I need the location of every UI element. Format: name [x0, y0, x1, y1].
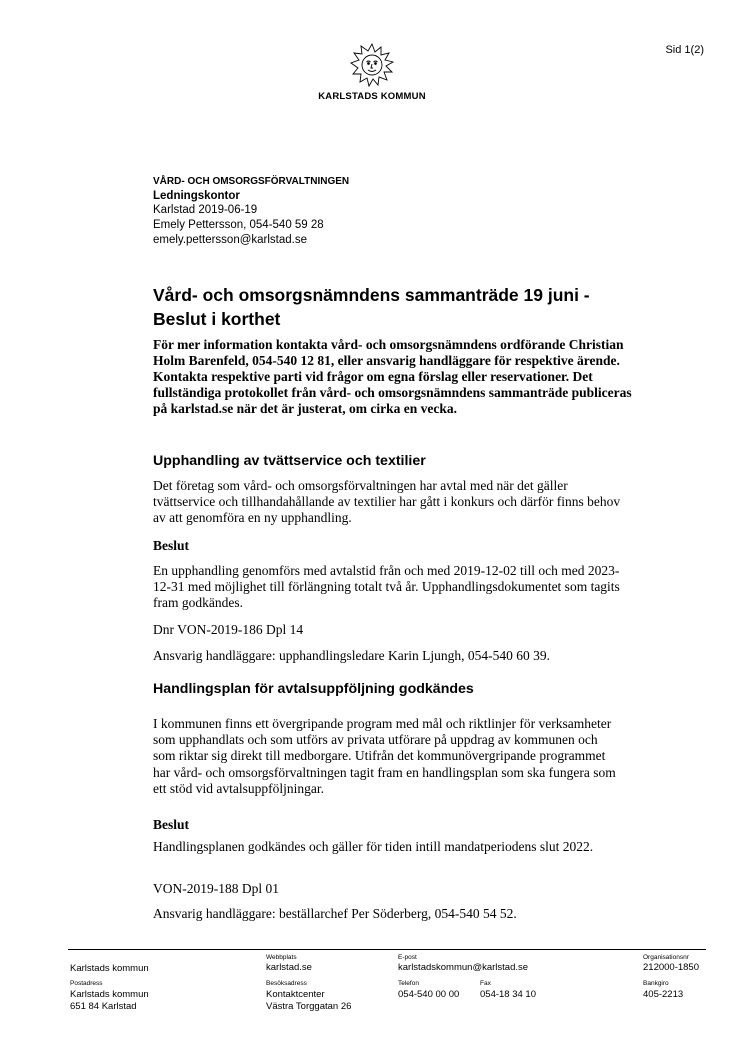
- footer-giro-label: Bankgiro: [643, 980, 669, 987]
- footer-web-label: Webbplats: [266, 954, 297, 961]
- section-1-responsible: Ansvarig handläggare: upphandlingsledare Karin Ljungh, 054-540 60 39.: [153, 648, 551, 663]
- section-1-decision: En upphandling genomförs med avtalstid från och med 2019-12-02 till och med 2023-12-31 med möjlighet till förlängning totalt två år. Upphandlingsdokumentet som tagits fram godkändes.: [153, 563, 620, 611]
- footer-phone-label: Telefon: [398, 980, 419, 987]
- footer-phone: 054-540 00 00: [398, 989, 460, 1000]
- section-2-responsible: Ansvarig handläggare: beställarchef Per Söderberg, 054-540 54 52.: [153, 906, 517, 921]
- document-title: Vård- och omsorgsnämndens sammanträde 19 juni - Beslut i korthet: [153, 285, 590, 329]
- section-2-heading: Handlingsplan för avtalsuppföljning godkändes: [153, 681, 474, 697]
- section-2-decision-label: Beslut: [153, 817, 190, 832]
- footer-postal-line-1: Karlstads kommun: [70, 989, 149, 1000]
- section-2-body: I kommunen finns ett övergripande program med mål och riktlinjer för verksamheter som upphandlats och som utförs av privata utförare på uppdrag av kommunen och som riktar sig direkt till medborgare. Utifrån det kommunövergripande programmet har vård- och omsorgsförvaltningen tagit fram en handlingsplan som ska fungera som ett stöd vid avtalsuppföljningar.: [153, 716, 616, 796]
- footer-postal-label: Postadress: [70, 980, 103, 987]
- intro-paragraph: För mer information kontakta vård- och omsorgsnämndens ordförande Christian Holm Barenfeld, 054-540 12 81, eller ansvarig handläggare för respektive ärende. Kontakta respektive parti vid frågor om egna förslag eller reservationer. Det fullständiga protokollet från vård- och omsorgsnämndens sammanträde publiceras på karlstad.se när det är justerat, om cirka en vecka.: [153, 337, 632, 416]
- footer-giro: 405-2213: [643, 989, 684, 1000]
- section-1-decision-label: Beslut: [153, 538, 190, 553]
- footer-fax: 054-18 34 10: [480, 989, 536, 1000]
- section-1-heading: Upphandling av tvättservice och textilier: [153, 453, 426, 469]
- department-name: VÅRD- OCH OMSORGSFÖRVALTNINGEN: [153, 176, 350, 187]
- footer-email-label: E-post: [398, 954, 417, 961]
- footer-visit-line-2: Västra Torggatan 26: [266, 1001, 352, 1012]
- contact-person: Emely Pettersson, 054-540 59 28: [153, 219, 324, 231]
- sun-emblem-icon: [349, 42, 395, 88]
- footer-org-label: Organisationsnr: [643, 954, 689, 961]
- logo-text: KARLSTADS KOMMUN: [318, 91, 426, 102]
- footer-visit-label: Besöksadress: [266, 980, 307, 987]
- logo: [316, 42, 428, 102]
- footer-divider: [68, 949, 706, 950]
- sender-block: [153, 175, 653, 248]
- office-name: Ledningskontor: [153, 190, 240, 202]
- footer-email: karlstadskommun@karlstad.se: [398, 962, 529, 973]
- section-2-reference: VON-2019-188 Dpl 01: [153, 881, 279, 896]
- place-date: Karlstad 2019-06-19: [153, 204, 258, 216]
- contact-email: emely.pettersson@karlstad.se: [153, 234, 307, 246]
- section-2-decision: Handlingsplanen godkändes och gäller för tiden intill mandatperiodens slut 2022.: [153, 839, 594, 854]
- section-1-body: Det företag som vård- och omsorgsförvaltningen har avtal med när det gäller tvättservice och tillhandahållande av textilier har gått i konkurs och därför finns behov av att genomföra en ny upphandling.: [153, 478, 621, 526]
- footer-web: karlstad.se: [266, 962, 312, 973]
- section-1-reference: Dnr VON-2019-186 Dpl 14: [153, 622, 304, 637]
- footer-org: 212000-1850: [643, 962, 699, 973]
- footer-name: Karlstads kommun: [70, 963, 149, 974]
- footer-fax-label: Fax: [480, 980, 491, 987]
- footer-postal-line-2: 651 84 Karlstad: [70, 1001, 137, 1012]
- footer-visit-line-1: Kontaktcenter: [266, 989, 325, 1000]
- page-number: Sid 1(2): [665, 44, 704, 56]
